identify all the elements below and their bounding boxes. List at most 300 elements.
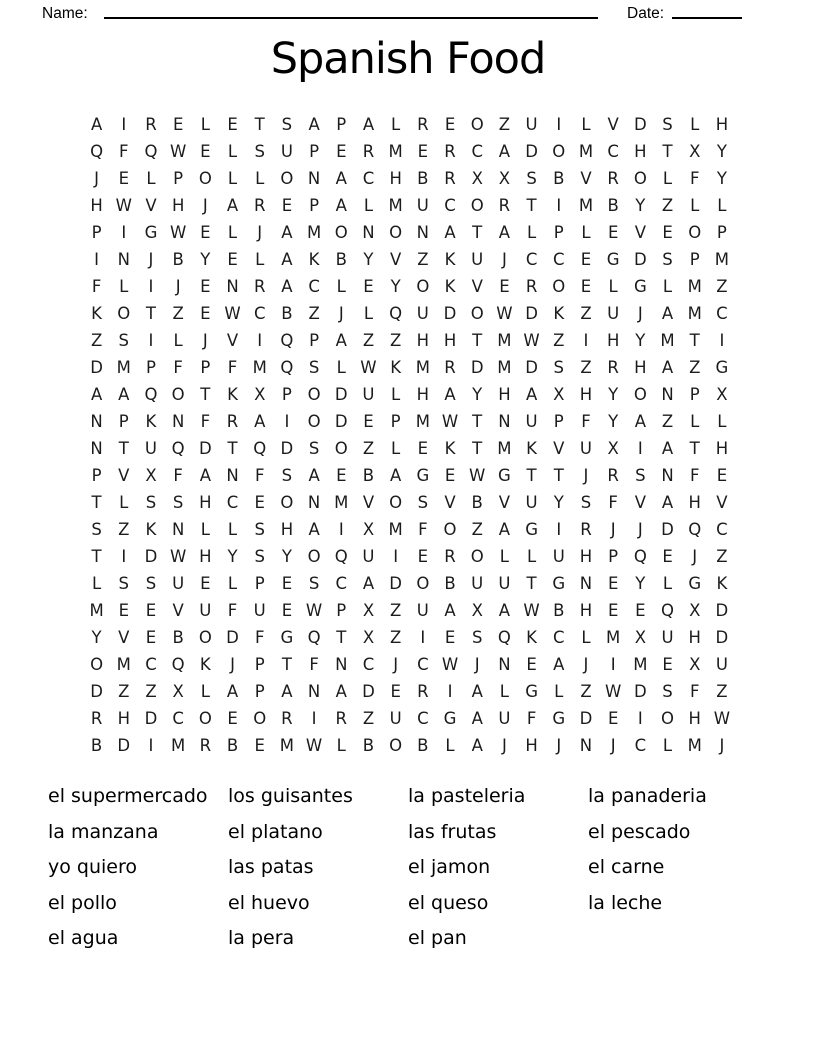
grid-letter: D	[633, 115, 647, 134]
grid-letter: X	[172, 682, 184, 701]
grid-letter: E	[607, 223, 619, 242]
grid-letter: A	[281, 682, 293, 701]
grid-letter: S	[308, 358, 320, 377]
grid-letter: J	[94, 169, 100, 188]
grid-letter: L	[336, 736, 346, 755]
word-list-item: las patas	[228, 856, 314, 879]
grid-letter: E	[145, 601, 157, 620]
grid-letter: N	[171, 412, 185, 431]
grid-letter: M	[606, 628, 621, 647]
grid-letter: D	[117, 736, 131, 755]
grid-letter: L	[662, 169, 673, 188]
grid-letter: D	[525, 304, 538, 323]
grid-letter: R	[226, 412, 239, 431]
grid-letter: E	[200, 574, 211, 593]
grid-letter: E	[607, 601, 619, 620]
grid-letter: E	[200, 223, 211, 242]
grid-letter: T	[526, 574, 537, 593]
grid-letter: H	[416, 331, 430, 350]
grid-letter: O	[470, 547, 484, 566]
grid-letter: W	[169, 142, 187, 161]
grid-letter: A	[553, 655, 565, 674]
grid-letter: N	[90, 412, 103, 431]
grid-letter: S	[526, 169, 537, 188]
grid-letter: H	[634, 142, 647, 161]
grid-letter: H	[688, 493, 701, 512]
grid-letter: V	[362, 493, 375, 512]
grid-letter: L	[690, 196, 700, 215]
grid-letter: D	[715, 628, 729, 647]
grid-letter: C	[716, 520, 728, 539]
grid-letter: D	[226, 628, 239, 647]
grid-letter: B	[362, 736, 375, 755]
grid-letter: F	[254, 628, 265, 647]
grid-letter: M	[116, 358, 131, 377]
grid-letter: P	[118, 412, 129, 431]
grid-letter: E	[200, 142, 211, 161]
grid-letter: L	[227, 520, 238, 539]
grid-letter: M	[252, 358, 267, 377]
grid-letter: T	[281, 655, 292, 674]
grid-letter: Q	[90, 142, 104, 161]
grid-letter: P	[553, 223, 564, 242]
name-blank-line	[104, 0, 598, 19]
grid-letter: Y	[635, 331, 646, 350]
grid-letter: P	[254, 655, 265, 674]
grid-letter: C	[362, 169, 375, 188]
grid-letter: D	[443, 304, 457, 323]
grid-letter: K	[526, 628, 537, 647]
grid-letter: A	[362, 115, 375, 134]
grid-letter: C	[145, 655, 157, 674]
grid-letter: R	[145, 115, 157, 134]
grid-letter: O	[389, 493, 403, 512]
grid-letter: L	[91, 574, 102, 593]
grid-letter: X	[362, 520, 375, 539]
grid-letter: O	[470, 115, 484, 134]
grid-letter: E	[607, 709, 619, 728]
grid-letter: X	[362, 601, 375, 620]
grid-letter: P	[689, 385, 700, 404]
grid-letter: S	[553, 358, 565, 377]
grid-letter: I	[148, 331, 154, 350]
grid-letter: A	[335, 331, 347, 350]
grid-letter: P	[91, 466, 102, 485]
grid-letter: T	[553, 466, 564, 485]
grid-letter: J	[719, 736, 725, 755]
grid-letter: Z	[118, 520, 130, 539]
grid-letter: A	[281, 250, 293, 269]
word-list-item: la pera	[228, 927, 295, 950]
grid-letter: B	[417, 736, 429, 755]
grid-letter: A	[498, 601, 511, 620]
grid-letter: Y	[608, 385, 619, 404]
grid-letter: N	[498, 412, 511, 431]
grid-letter: N	[117, 250, 130, 269]
grid-letter: P	[336, 115, 347, 134]
grid-letter: L	[200, 115, 210, 134]
grid-letter: F	[227, 358, 238, 377]
grid-letter: T	[145, 304, 157, 323]
grid-letter: H	[443, 331, 457, 350]
grid-letter: Y	[472, 385, 483, 404]
grid-letter: O	[688, 223, 702, 242]
grid-letter: Q	[497, 628, 511, 647]
grid-letter: P	[390, 412, 401, 431]
grid-letter: M	[497, 439, 512, 458]
grid-letter: U	[498, 574, 511, 593]
grid-letter: K	[526, 439, 537, 458]
grid-letter: U	[525, 493, 538, 512]
grid-letter: R	[444, 142, 456, 161]
grid-letter: L	[608, 277, 618, 296]
grid-letter: P	[200, 358, 211, 377]
grid-letter: G	[606, 250, 620, 269]
grid-letter: Z	[308, 304, 320, 323]
grid-letter: C	[471, 142, 483, 161]
grid-letter: N	[307, 169, 321, 188]
grid-letter: U	[362, 547, 375, 566]
grid-letter: A	[254, 412, 266, 431]
grid-letter: W	[360, 358, 377, 377]
grid-letter: X	[471, 601, 483, 620]
grid-letter: B	[90, 736, 103, 755]
grid-letter: J	[583, 655, 589, 674]
grid-letter: T	[118, 439, 129, 458]
grid-letter: I	[257, 331, 263, 350]
grid-letter: U	[144, 439, 157, 458]
grid-letter: J	[501, 250, 507, 269]
grid-letter: D	[525, 358, 538, 377]
grid-letter: A	[661, 358, 674, 377]
grid-letter: L	[200, 682, 210, 701]
grid-letter: Q	[307, 628, 321, 647]
grid-letter: M	[306, 223, 322, 242]
grid-letter: D	[661, 520, 674, 539]
grid-letter: J	[637, 304, 643, 323]
grid-letter: G	[498, 466, 511, 485]
grid-letter: I	[556, 115, 562, 134]
grid-letter: O	[307, 547, 321, 566]
grid-letter: K	[553, 304, 565, 323]
grid-letter: B	[471, 493, 483, 512]
date-blank-line	[672, 0, 742, 19]
grid-letter: T	[254, 115, 265, 134]
grid-letter: U	[416, 196, 429, 215]
grid-letter: E	[499, 277, 510, 296]
grid-letter: P	[309, 142, 320, 161]
grid-letter: N	[307, 682, 321, 701]
grid-letter: M	[279, 736, 295, 755]
grid-letter: A	[335, 196, 347, 215]
grid-letter: L	[526, 223, 537, 242]
grid-letter: D	[280, 439, 294, 458]
grid-letter: G	[443, 709, 457, 728]
word-search-grid	[83, 111, 736, 759]
grid-letter: P	[91, 223, 102, 242]
grid-letter: R	[417, 115, 429, 134]
grid-letter: K	[716, 574, 728, 593]
grid-letter: J	[610, 520, 616, 539]
grid-letter: E	[580, 277, 592, 296]
grid-letter: V	[607, 115, 619, 134]
grid-letter: F	[119, 142, 129, 161]
grid-letter: X	[634, 628, 646, 647]
grid-letter: L	[227, 142, 238, 161]
grid-letter: O	[661, 709, 675, 728]
grid-letter: D	[633, 250, 647, 269]
grid-letter: V	[444, 493, 456, 512]
grid-letter: Z	[362, 331, 375, 350]
grid-letter: E	[444, 115, 456, 134]
grid-letter: D	[90, 358, 103, 377]
grid-letter: I	[556, 196, 562, 215]
grid-letter: D	[144, 709, 158, 728]
grid-letter: P	[336, 601, 347, 620]
grid-letter: A	[90, 385, 103, 404]
grid-letter: V	[172, 601, 184, 620]
grid-letter: Z	[390, 601, 402, 620]
grid-letter: C	[525, 250, 538, 269]
grid-letter: F	[418, 520, 428, 539]
grid-letter: Q	[280, 331, 294, 350]
word-list-item: el pollo	[48, 891, 117, 914]
grid-letter: Z	[661, 412, 674, 431]
grid-letter: L	[227, 169, 238, 188]
grid-letter: O	[470, 304, 484, 323]
grid-letter: G	[552, 709, 566, 728]
grid-letter: O	[416, 574, 430, 593]
grid-letter: M	[497, 331, 512, 350]
grid-letter: T	[91, 547, 102, 566]
grid-letter: C	[172, 709, 184, 728]
grid-letter: R	[607, 466, 619, 485]
grid-letter: D	[334, 385, 348, 404]
grid-letter: B	[417, 169, 429, 188]
grid-letter: Y	[608, 412, 619, 431]
grid-letter: O	[633, 169, 647, 188]
grid-letter: P	[553, 412, 564, 431]
grid-letter: A	[498, 223, 511, 242]
grid-letter: E	[363, 277, 374, 296]
grid-letter: Q	[171, 655, 185, 674]
grid-letter: L	[255, 250, 265, 269]
grid-letter: S	[281, 466, 293, 485]
grid-letter: J	[148, 250, 154, 269]
grid-letter: M	[578, 196, 594, 215]
grid-letter: W	[115, 196, 132, 215]
grid-letter: S	[308, 574, 320, 593]
grid-letter: Z	[580, 682, 592, 701]
grid-letter: I	[447, 682, 453, 701]
grid-letter: E	[417, 547, 429, 566]
grid-letter: L	[227, 223, 238, 242]
grid-letter: A	[498, 142, 511, 161]
grid-letter: V	[553, 439, 565, 458]
grid-letter: O	[253, 709, 267, 728]
grid-letter: I	[637, 709, 643, 728]
grid-letter: D	[144, 547, 158, 566]
grid-letter: A	[661, 304, 674, 323]
grid-letter: A	[308, 466, 320, 485]
grid-letter: R	[444, 358, 456, 377]
grid-letter: A	[471, 682, 483, 701]
grid-letter: H	[715, 115, 729, 134]
grid-letter: L	[499, 682, 509, 701]
grid-letter: S	[145, 574, 157, 593]
grid-letter: R	[335, 709, 348, 728]
grid-letter: S	[580, 493, 592, 512]
grid-letter: L	[662, 736, 673, 755]
grid-letter: Z	[498, 115, 511, 134]
grid-letter: I	[637, 439, 643, 458]
grid-letter: N	[498, 655, 511, 674]
grid-letter: I	[121, 547, 127, 566]
grid-letter: H	[525, 736, 538, 755]
grid-letter: L	[554, 682, 564, 701]
grid-letter: D	[389, 574, 403, 593]
grid-letter: L	[499, 547, 509, 566]
grid-letter: L	[173, 331, 183, 350]
grid-letter: K	[444, 439, 456, 458]
grid-letter: H	[606, 331, 620, 350]
grid-letter: E	[227, 709, 238, 728]
grid-letter: F	[173, 358, 183, 377]
grid-letter: X	[716, 385, 728, 404]
grid-letter: O	[198, 709, 212, 728]
grid-letter: C	[553, 628, 565, 647]
grid-letter: M	[578, 142, 594, 161]
grid-letter: M	[687, 304, 702, 323]
grid-letter: G	[525, 682, 538, 701]
grid-letter: B	[226, 736, 239, 755]
grid-letter: G	[715, 358, 729, 377]
grid-letter: W	[469, 466, 486, 485]
grid-letter: Y	[716, 169, 727, 188]
grid-letter: O	[334, 223, 348, 242]
grid-letter: W	[604, 682, 622, 701]
grid-letter: C	[308, 277, 320, 296]
grid-letter: T	[526, 466, 537, 485]
page-title: Spanish Food	[270, 34, 546, 84]
grid-letter: I	[121, 223, 127, 242]
grid-letter: I	[420, 628, 426, 647]
grid-letter: T	[689, 439, 700, 458]
grid-letter: U	[607, 304, 620, 323]
grid-letter: L	[255, 169, 265, 188]
grid-letter: Z	[362, 439, 375, 458]
grid-letter: K	[227, 385, 238, 404]
grid-letter: L	[581, 628, 591, 647]
grid-letter: J	[202, 331, 208, 350]
grid-letter: R	[199, 736, 212, 755]
grid-letter: I	[393, 547, 399, 566]
grid-letter: O	[280, 493, 294, 512]
grid-letter: A	[199, 466, 211, 485]
grid-letter: N	[171, 520, 185, 539]
grid-letter: A	[118, 385, 130, 404]
grid-letter: E	[281, 601, 293, 620]
grid-letter: T	[336, 628, 347, 647]
word-list-item: el queso	[408, 891, 489, 914]
grid-letter: S	[172, 493, 184, 512]
grid-letter: J	[610, 736, 616, 755]
grid-letter: J	[175, 277, 181, 296]
grid-letter: O	[443, 520, 457, 539]
grid-letter: R	[525, 277, 538, 296]
grid-letter: E	[336, 466, 347, 485]
grid-letter: P	[716, 223, 727, 242]
grid-letter: W	[305, 736, 323, 755]
grid-letter: L	[363, 196, 374, 215]
grid-letter: X	[607, 439, 619, 458]
grid-letter: C	[253, 304, 266, 323]
grid-letter: U	[715, 655, 728, 674]
grid-letter: U	[280, 142, 293, 161]
grid-letter: T	[472, 331, 483, 350]
grid-letter: F	[689, 169, 700, 188]
grid-letter: S	[91, 520, 102, 539]
grid-letter: L	[391, 439, 401, 458]
grid-letter: U	[552, 547, 565, 566]
grid-letter: E	[363, 412, 374, 431]
grid-letter: C	[634, 736, 647, 755]
grid-letter: C	[226, 493, 239, 512]
grid-letter: H	[498, 385, 511, 404]
grid-letter: O	[334, 439, 348, 458]
grid-letter: Z	[90, 331, 103, 350]
grid-letter: P	[281, 385, 292, 404]
grid-letter: D	[362, 682, 375, 701]
grid-letter: H	[389, 169, 402, 188]
grid-letter: S	[254, 520, 265, 539]
grid-letter: H	[199, 493, 212, 512]
grid-letter: M	[89, 601, 104, 620]
grid-letter: U	[579, 439, 592, 458]
word-list-item: el carne	[588, 856, 665, 879]
word-list-column	[408, 779, 588, 957]
grid-letter: L	[119, 493, 129, 512]
grid-letter: J	[501, 736, 507, 755]
grid-letter: L	[227, 574, 238, 593]
grid-letter: S	[635, 466, 646, 485]
grid-letter: O	[280, 169, 294, 188]
grid-letter: X	[689, 142, 701, 161]
grid-letter: S	[662, 682, 673, 701]
grid-letter: I	[94, 250, 100, 269]
grid-letter: G	[416, 466, 430, 485]
grid-letter: M	[116, 655, 131, 674]
grid-letter: E	[281, 574, 293, 593]
grid-letter: W	[441, 655, 459, 674]
grid-letter: L	[526, 547, 537, 566]
grid-letter: F	[91, 277, 102, 296]
grid-letter: B	[172, 628, 184, 647]
grid-letter: E	[145, 628, 157, 647]
grid-letter: Y	[635, 574, 646, 593]
grid-letter: P	[309, 331, 320, 350]
grid-letter: A	[90, 115, 103, 134]
grid-letter: O	[389, 736, 403, 755]
grid-letter: I	[284, 412, 290, 431]
grid-letter: A	[335, 169, 347, 188]
grid-letter: U	[389, 709, 402, 728]
grid-letter: Z	[716, 547, 728, 566]
grid-letter: V	[390, 250, 402, 269]
grid-letter: U	[253, 601, 266, 620]
grid-letter: N	[335, 655, 348, 674]
grid-letter: T	[689, 331, 700, 350]
